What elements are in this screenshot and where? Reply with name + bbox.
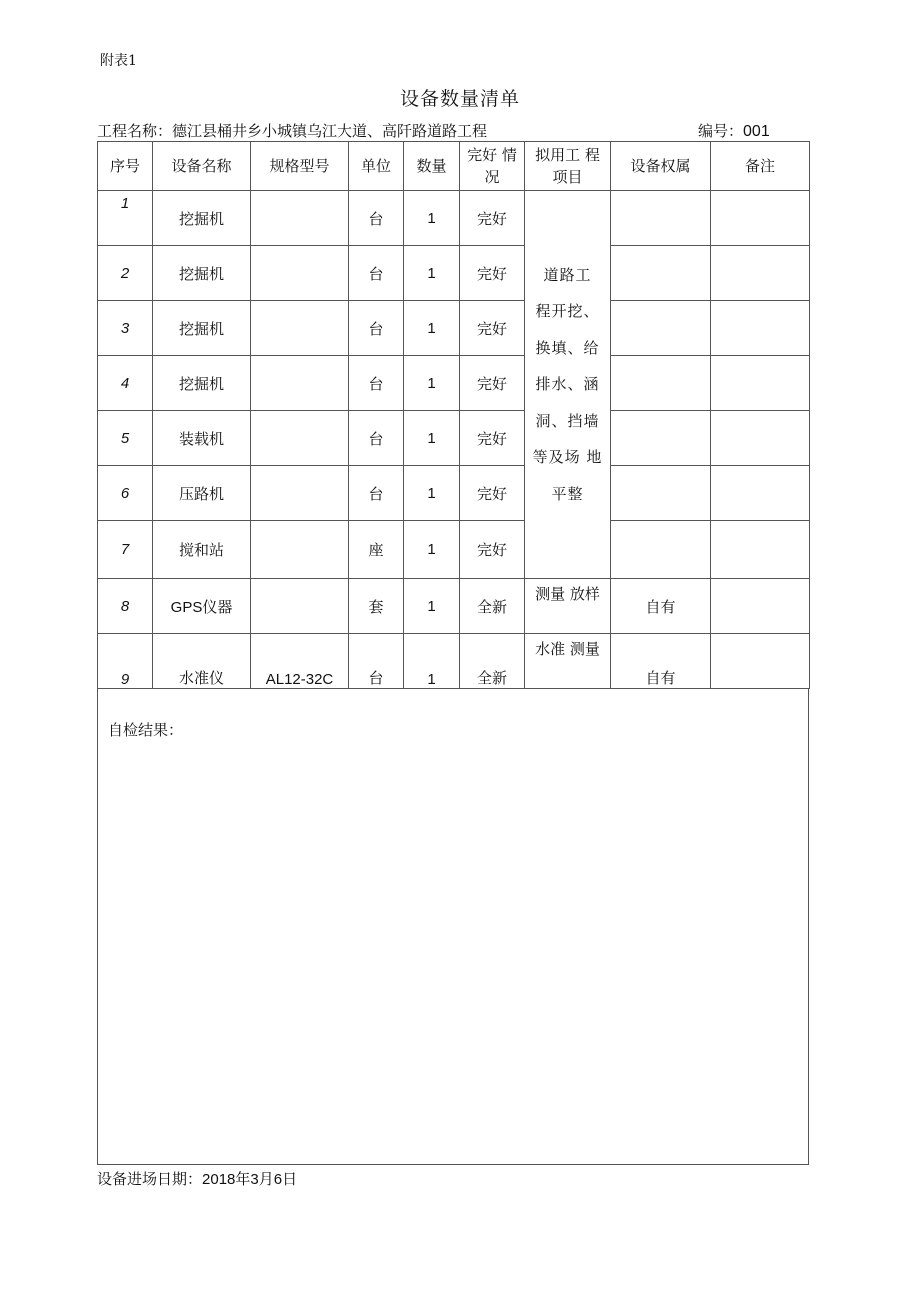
merged-project-cell xyxy=(525,191,611,579)
header-unit: 单位 xyxy=(349,142,404,191)
project-line: 平整 xyxy=(551,484,584,503)
row-remark xyxy=(711,466,810,521)
code-line xyxy=(698,120,770,141)
row-seq: 7 xyxy=(98,521,153,579)
header-row xyxy=(98,142,810,191)
row-remark xyxy=(711,356,810,411)
row-remark xyxy=(711,579,810,634)
row-name: 搅和站 xyxy=(153,521,251,579)
header-condition-line2: 况 xyxy=(484,168,500,186)
row-name: 挖掘机 xyxy=(153,191,251,246)
row-qty: 1 xyxy=(404,411,460,466)
row-condition: 全新 xyxy=(460,634,525,689)
row-project: 测量 放样 xyxy=(525,579,611,634)
row-remark xyxy=(711,411,810,466)
row-name: 挖掘机 xyxy=(153,301,251,356)
row-qty: 1 xyxy=(404,246,460,301)
table-row xyxy=(98,246,810,301)
page-title: 设备数量清单 xyxy=(399,88,520,110)
row-owner xyxy=(611,466,711,521)
row-seq: 5 xyxy=(98,411,153,466)
row-model xyxy=(251,356,349,411)
row-model xyxy=(251,191,349,246)
project-line: 等及场 地 xyxy=(532,448,603,467)
self-check-label: 自检结果： xyxy=(108,721,184,739)
row-qty: 1 xyxy=(404,191,460,246)
row-name: 挖掘机 xyxy=(153,246,251,301)
row-owner xyxy=(611,301,711,356)
row-unit: 台 xyxy=(349,411,404,466)
row-model xyxy=(251,246,349,301)
table-row xyxy=(98,579,810,634)
row-model xyxy=(251,301,349,356)
row-owner xyxy=(611,411,711,466)
header-owner: 设备权属 xyxy=(611,142,711,191)
project-name: 德江县桶井乡小城镇乌江大道、高阡路道路工程 xyxy=(172,122,488,140)
project-label: 工程名称： xyxy=(97,122,173,140)
row-condition: 完好 xyxy=(460,356,525,411)
header-seq: 序号 xyxy=(98,142,153,191)
header-model: 规格型号 xyxy=(251,142,349,191)
row-seq: 4 xyxy=(98,356,153,411)
row-qty: 1 xyxy=(404,579,460,634)
row-owner xyxy=(611,521,711,579)
row-project: 水准 测量 xyxy=(525,634,611,689)
row-seq: 2 xyxy=(98,246,153,301)
row-remark xyxy=(711,521,810,579)
row-name: 装载机 xyxy=(153,411,251,466)
row-unit: 台 xyxy=(349,356,404,411)
row-condition: 完好 xyxy=(460,466,525,521)
row-model: AL12-32C xyxy=(251,634,349,689)
header-remark: 备注 xyxy=(711,142,810,191)
row-qty: 1 xyxy=(404,301,460,356)
row-qty: 1 xyxy=(404,466,460,521)
project-line: 排水、涵 xyxy=(535,375,600,394)
row-condition: 完好 xyxy=(460,246,525,301)
entry-date-line xyxy=(97,1168,297,1189)
row-owner: 自有 xyxy=(611,579,711,634)
table-row xyxy=(98,301,810,356)
project-line: 换填、给 xyxy=(535,338,600,357)
row-seq: 6 xyxy=(98,466,153,521)
code-value: 001 xyxy=(743,123,770,140)
row-unit: 台 xyxy=(349,246,404,301)
row-remark xyxy=(711,191,810,246)
row-unit: 台 xyxy=(349,466,404,521)
table-row xyxy=(98,521,810,579)
table-row xyxy=(98,191,810,246)
row-seq: 3 xyxy=(98,301,153,356)
row-name: 水准仪 xyxy=(153,634,251,689)
row-unit: 台 xyxy=(349,634,404,689)
row-name: GPS仪器 xyxy=(153,579,251,634)
self-check-box xyxy=(97,689,809,1165)
header-condition xyxy=(460,142,525,191)
row-qty: 1 xyxy=(404,356,460,411)
row-condition: 全新 xyxy=(460,579,525,634)
row-owner xyxy=(611,191,711,246)
row-owner xyxy=(611,356,711,411)
row-name: 挖掘机 xyxy=(153,356,251,411)
row-unit: 台 xyxy=(349,301,404,356)
table-row xyxy=(98,411,810,466)
row-condition: 完好 xyxy=(460,301,525,356)
row-owner xyxy=(611,246,711,301)
row-remark xyxy=(711,634,810,689)
project-line: 道路工 xyxy=(543,265,592,284)
row-model xyxy=(251,411,349,466)
equipment-table xyxy=(97,141,810,689)
row-seq: 1 xyxy=(98,191,153,246)
table-row xyxy=(98,356,810,411)
row-owner: 自有 xyxy=(611,634,711,689)
row-qty: 1 xyxy=(404,634,460,689)
code-label: 编号： xyxy=(698,122,744,140)
row-seq: 8 xyxy=(98,579,153,634)
header-condition-line1: 完好 情 xyxy=(467,146,517,164)
row-unit: 套 xyxy=(349,579,404,634)
row-condition: 完好 xyxy=(460,521,525,579)
project-line xyxy=(97,120,487,141)
project-line: 洞、挡墙 xyxy=(535,411,600,430)
row-unit: 座 xyxy=(349,521,404,579)
table-row xyxy=(98,634,810,689)
row-condition: 完好 xyxy=(460,191,525,246)
row-remark xyxy=(711,246,810,301)
row-model xyxy=(251,579,349,634)
entry-date-value: 2018年3月6日 xyxy=(202,1171,298,1188)
row-condition: 完好 xyxy=(460,411,525,466)
row-qty: 1 xyxy=(404,521,460,579)
header-name: 设备名称 xyxy=(153,142,251,191)
entry-date-label: 设备进场日期： xyxy=(97,1170,203,1188)
row-model xyxy=(251,466,349,521)
project-line: 程开挖、 xyxy=(535,302,600,321)
row-model xyxy=(251,521,349,579)
row-seq: 9 xyxy=(98,634,153,689)
header-qty: 数量 xyxy=(404,142,460,191)
header-project-line1: 拟用工 程 xyxy=(535,146,600,164)
row-name: 压路机 xyxy=(153,466,251,521)
annex-label: 附表1 xyxy=(100,53,137,69)
header-project xyxy=(525,142,611,191)
table-row xyxy=(98,466,810,521)
row-unit: 台 xyxy=(349,191,404,246)
header-project-line2: 项目 xyxy=(552,168,583,186)
row-remark xyxy=(711,301,810,356)
